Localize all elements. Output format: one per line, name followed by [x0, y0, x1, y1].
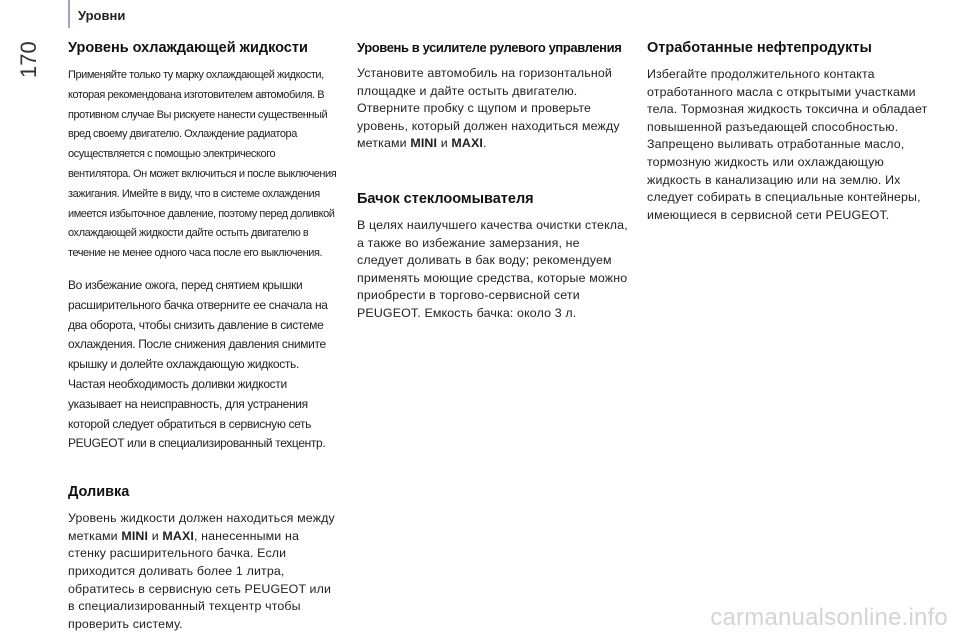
mini-mark: MINI — [121, 528, 149, 543]
steering-paragraph: Установите автомобиль на горизонтальной площадке и дайте остыть двигателю. Отверните пробку с щупом и проверьте уровень, который должен находиться между метками MINI и MAXI. — [357, 66, 620, 151]
watermark: carmanualsonline.info — [710, 604, 948, 631]
waste-heading: Отработанные нефтепродукты — [647, 40, 872, 56]
mini-mark: MINI — [410, 136, 438, 151]
maxi-mark: MAXI — [451, 136, 483, 151]
topup-paragraph: Уровень жидкости должен находиться между метками MINI и MAXI, нанесенными на стенку расширительного бачка. Если приходится доливать более 1 литра, обратитесь в сервисную сеть PEUGEOT или в специализированный техцентр чтобы проверить систему. — [68, 511, 335, 631]
maxi-mark: MAXI — [162, 528, 194, 543]
header-accent-bar — [68, 0, 70, 28]
coolant-paragraph-2: Во избежание ожога, перед снятием крышки расширительного бачка отверните ее сначала на два оборота, чтобы снизить давление в системе охлаждения. После снижения давления снимите крышку и долейте охлаждающую жидкость. — [68, 277, 328, 372]
coolant-paragraph-3: Частая необходимость доливки жидкости указывает на неисправность, для устранения которой следует обратиться в сервисную сеть PEUGEOT или в специализированный техцентр. — [68, 376, 326, 451]
section-title: Уровни — [78, 8, 126, 23]
column-right — [647, 40, 929, 224]
coolant-paragraph-1: Применяйте только ту марку охлаждающей жидкости, которая рекомендована изготовителем автомобиля. В противном случае Вы рискуете нанести существенный вред своему двигателю. Охлаждение радиатора осуществляется с помощью электрического вентилятора. Он может включиться и после выключения зажигания. Имейте в виду, что в системе охлаждения имеется избыточное давление, поэтому перед доливкой охлаждающей жидкости дайте остыть двигателю в течение не менее одного часа после его выключения. — [68, 69, 337, 260]
steering-heading: Уровень в усилителе рулевого управления — [357, 40, 622, 55]
washer-heading: Бачок стеклоомывателя — [357, 190, 534, 207]
column-middle — [357, 40, 629, 323]
washer-paragraph: В целях наилучшего качества очистки стекла, а также во избежание замерзания, не следует доливать в бак воду; рекомендуем применять моющие средства, которые можно приобрести в торгово-сервисной сети PEUGEOT. Емкость бачка: около 3 л. — [357, 217, 628, 320]
waste-paragraph: Избегайте продолжительного контакта отработанного масла с открытыми участками тела. Тормозная жидкость токсична и обладает повышенной разъедающей способностью. Запрещено выливать отработанные масло, тормозную жидкость или охлаждающую жидкость в канализацию или на землю. Их следует собирать в специальные контейнеры, имеющиеся в сервисной сети PEUGEOT. — [647, 67, 928, 222]
topup-heading: Доливка — [68, 484, 130, 501]
coolant-heading: Уровень охлаждающей жидкости — [68, 40, 308, 56]
page-number: 170 — [16, 41, 41, 78]
column-left — [68, 40, 340, 633]
